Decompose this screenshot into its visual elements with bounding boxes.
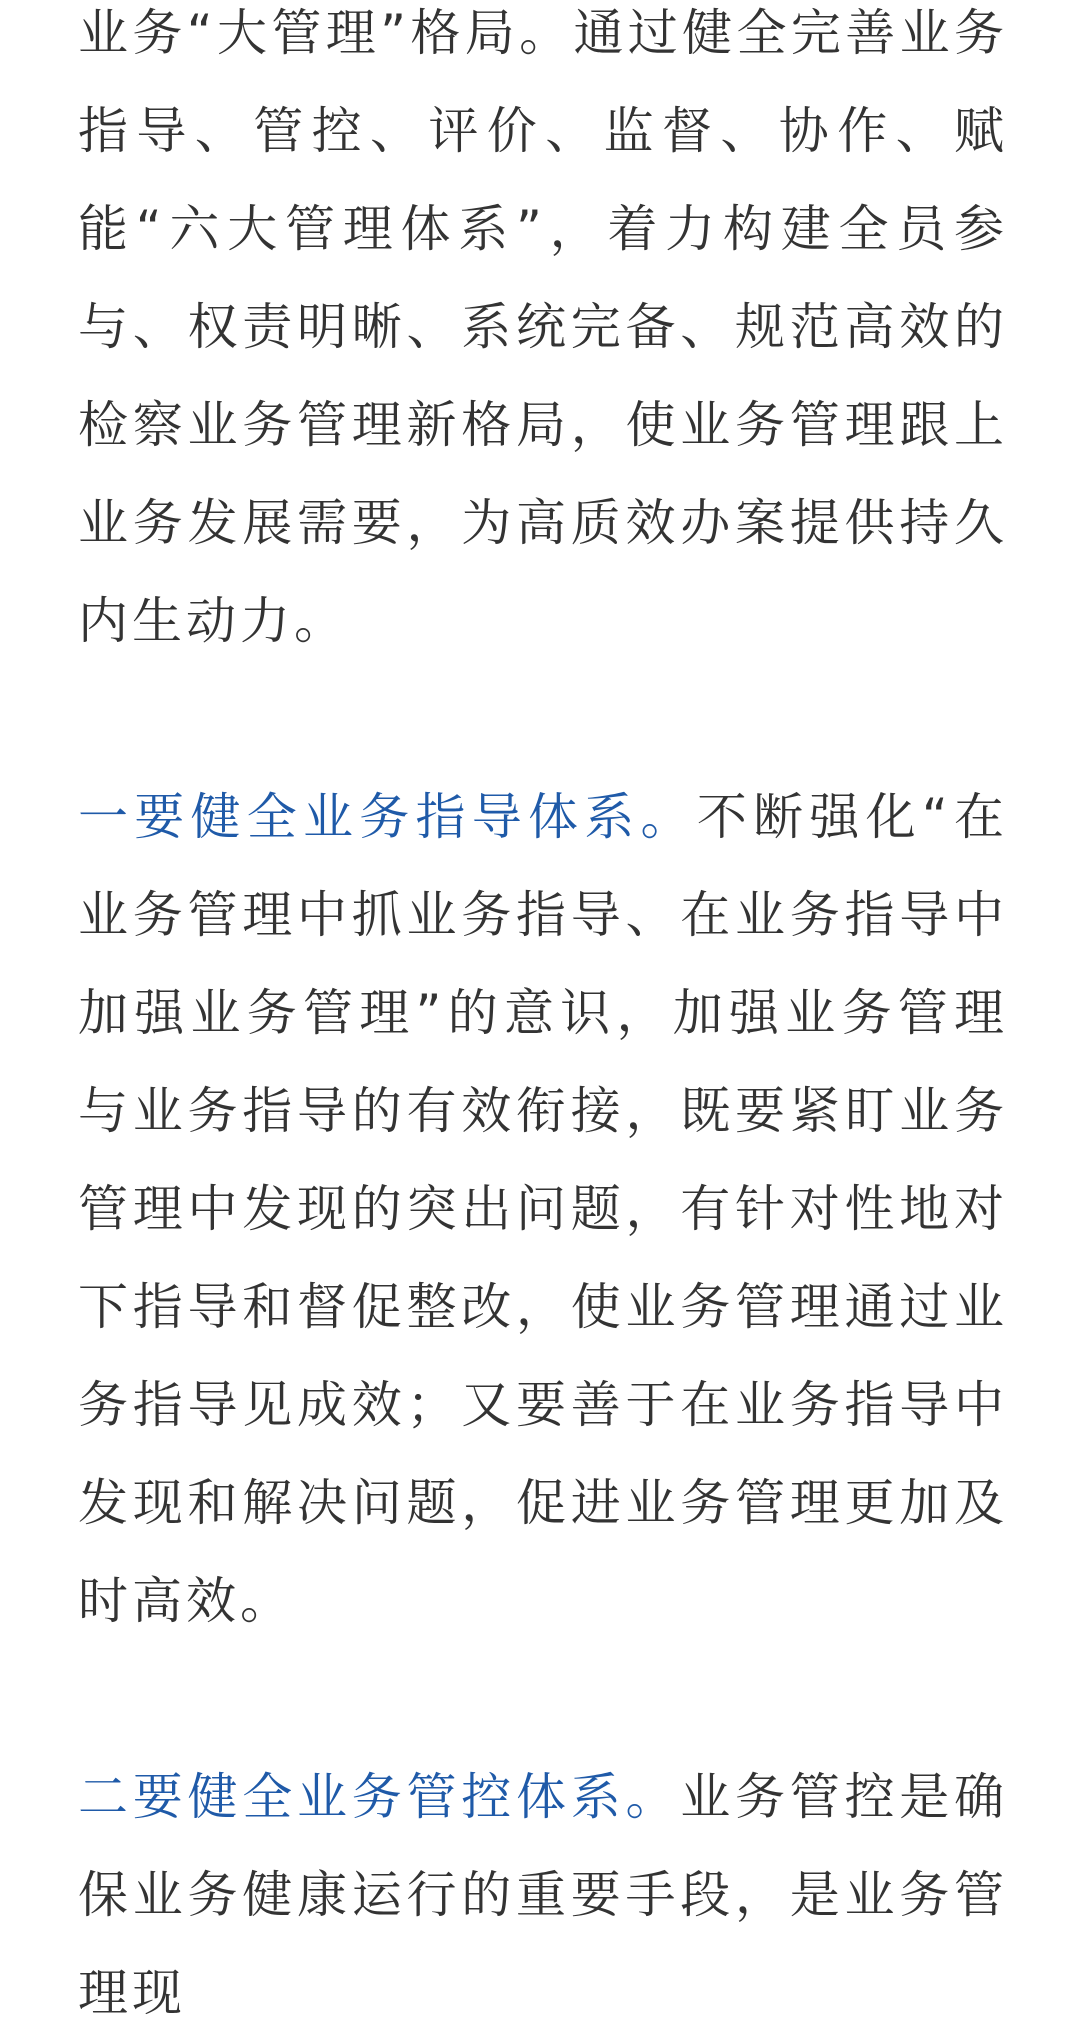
article-body [78, 0, 1008, 2042]
paragraph-text: 业务“大管理”格局。通过健全完善业务指导、管控、评价、监督、协作、赋能“六大管理体系”，着力构建全员参与、权责明晰、系统完备、规范高效的检察业务管理新格局，使业务管理跟上业务发展需要，为高质效办案提供持久内生动力。 [78, 4, 1008, 650]
paragraph-control-system [78, 1748, 1008, 2042]
paragraph-text: 不断强化“在业务管理中抓业务指导、在业务指导中加强业务管理”的意识，加强业务管理与业务指导的有效衔接，既要紧盯业务管理中发现的突出问题，有针对性地对下指导和督促整改，使业务管理通过业务指导见成效；又要善于在业务指导中发现和解决问题，促进业务管理更加及时高效。 [78, 788, 1009, 1630]
paragraph-guidance-system [78, 768, 1008, 1650]
paragraph-text: 业务管控是确保业务健康运行的重要手段，是业务管理现 [78, 1768, 1008, 2022]
section-heading: 一要健全业务指导体系。 [78, 788, 697, 846]
paragraph-intro [78, 0, 1008, 670]
section-heading: 二要健全业务管控体系。 [78, 1768, 681, 1826]
